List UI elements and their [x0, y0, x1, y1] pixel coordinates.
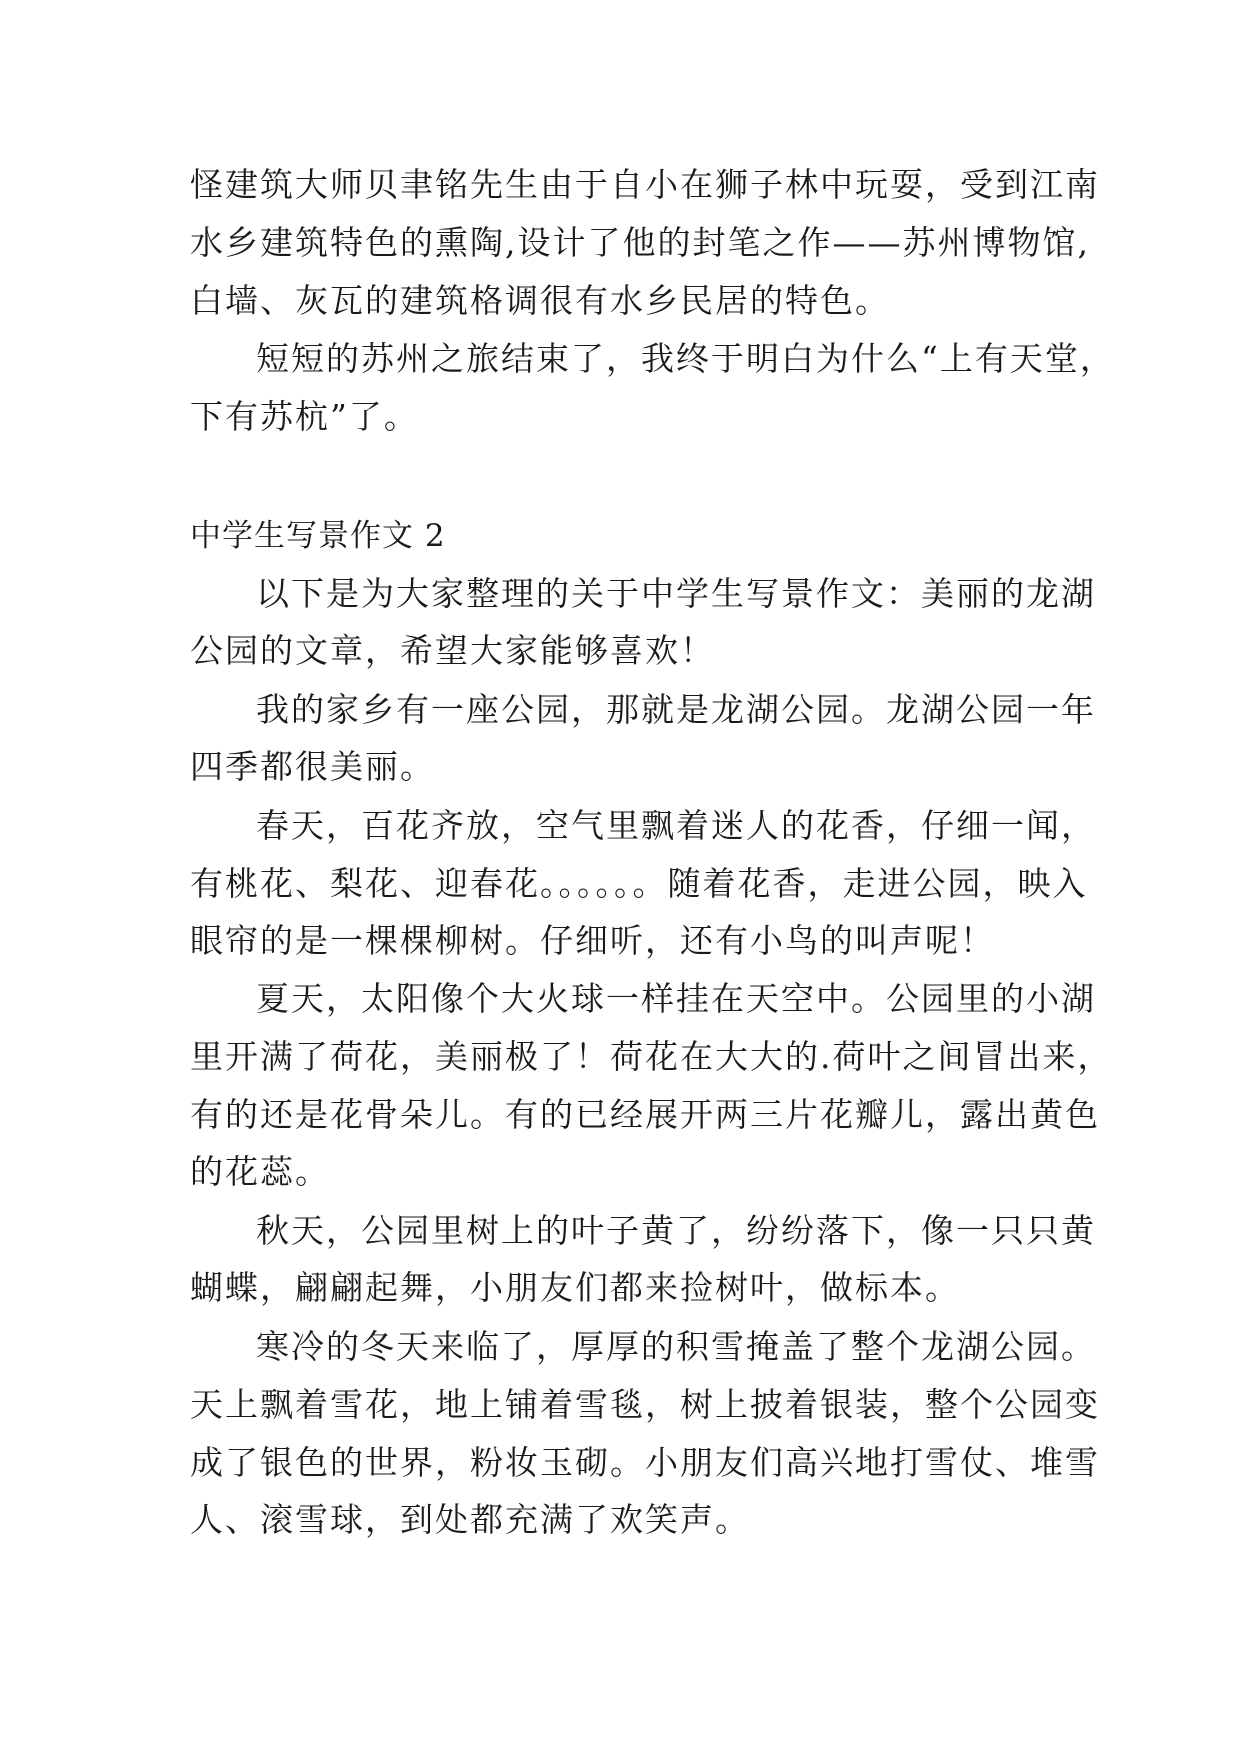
- text-line: 秋天，公园里树上的叶子黄了，纷纷落下，像一只只黄: [256, 1211, 1096, 1250]
- text-line: 短短的苏州之旅结束了，我终于明白为什么“上有天堂，: [256, 339, 1115, 378]
- text-line: 蝴蝶，翩翩起舞，小朋友们都来捡树叶，做标本。: [190, 1268, 960, 1307]
- text-line: 夏天，太阳像个大火球一样挂在天空中。公园里的小湖: [256, 979, 1096, 1018]
- text-line: 天上飘着雪花，地上铺着雪毯，树上披着银装，整个公园变: [190, 1385, 1100, 1424]
- essay-title: 中学生写景作文 2: [190, 518, 446, 554]
- text-line: 我的家乡有一座公园，那就是龙湖公园。龙湖公园一年: [256, 690, 1096, 729]
- text-line: 里开满了荷花，美丽极了！荷花在大大的.荷叶之间冒出来，: [190, 1037, 1113, 1076]
- text-line: 下有苏杭”了。: [190, 397, 419, 436]
- text-line: 有桃花、梨花、迎春花。。。。。。随着花香，走进公园，映入: [190, 864, 1088, 903]
- text-line: 眼帘的是一棵棵柳树。仔细听，还有小鸟的叫声呢！: [190, 921, 995, 960]
- text-line: 人、滚雪球，到处都充满了欢笑声。: [190, 1500, 750, 1539]
- text-line: 水乡建筑特色的熏陶,设计了他的封笔之作——苏州博物馆,: [190, 223, 1090, 262]
- text-line: 怪建筑大师贝聿铭先生由于自小在狮子林中玩耍，受到江南: [190, 165, 1100, 204]
- text-line: 有的还是花骨朵儿。有的已经展开两三片花瓣儿，露出黄色: [190, 1095, 1100, 1134]
- text-line: 寒冷的冬天来临了，厚厚的积雪掩盖了整个龙湖公园。: [256, 1327, 1096, 1366]
- text-line: 的花蕊。: [190, 1152, 330, 1191]
- text-line: 以下是为大家整理的关于中学生写景作文：美丽的龙湖: [256, 574, 1096, 613]
- text-line: 成了银色的世界，粉妆玉砌。小朋友们高兴地打雪仗、堆雪: [190, 1443, 1100, 1482]
- text-line: 白墙、灰瓦的建筑格调很有水乡民居的特色。: [190, 281, 890, 320]
- text-line: 公园的文章，希望大家能够喜欢！: [190, 631, 715, 670]
- text-line: 四季都很美丽。: [190, 747, 435, 786]
- text-line: 春天，百花齐放，空气里飘着迷人的花香，仔细一闻，: [256, 806, 1096, 845]
